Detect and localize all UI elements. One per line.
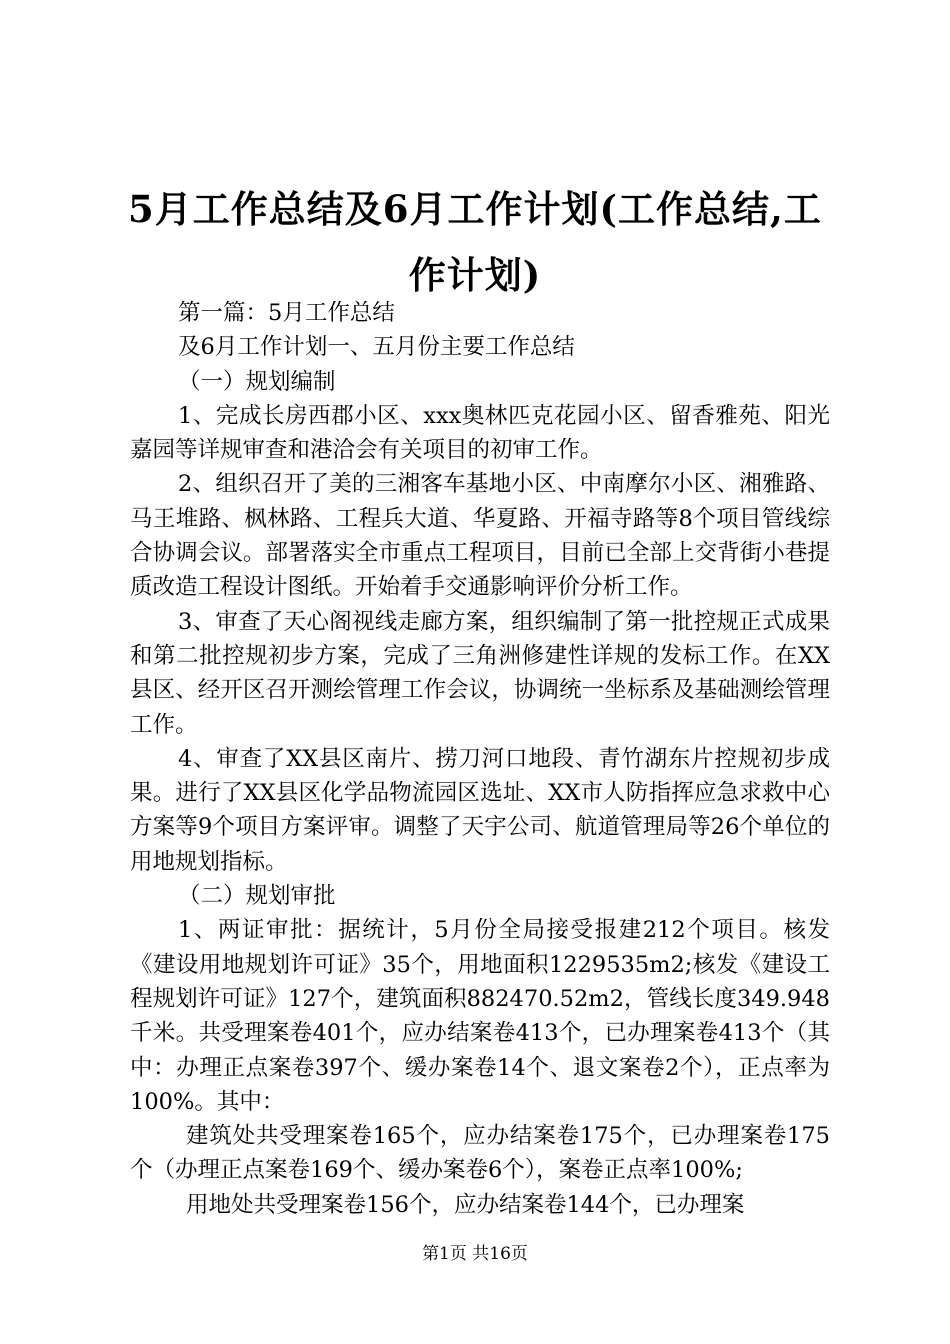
document-title: 5月工作总结及6月工作计划(工作总结,工作计划) <box>128 187 822 297</box>
page-footer: 第1页 共16页 <box>422 1244 528 1264</box>
body-paragraph: 建筑处共受理案卷165个，应办结案卷175个，已办理案卷175个（办理正点案卷169个、缓办案卷6个），案卷正点率100%; <box>130 1123 830 1184</box>
body-paragraph: 1、完成长房西郡小区、xxx奥林匹克花园小区、留香雅苑、阳光嘉园等详规审查和港洽会有关项目的初审工作。 <box>130 402 830 464</box>
subsection-heading: （一）规划编制 <box>178 368 336 395</box>
body-paragraph: 用地处共受理案卷156个，应办结案卷144个，已办理案 <box>186 1191 745 1218</box>
body-paragraph: 1、两证审批：据统计，5月份全局接受报建212个项目。核发《建设用地规划许可证》35个，用地面积1229535m2;核发《建设工程规划许可证》127个，建筑面积882470.52m2，管线长度349.948千米。共受理案卷401个，应办结案卷413个，已办理案卷413个（其中：办理正点案卷397个、缓办案卷14个、退文案卷2个），正点率为100%。其中： <box>130 917 830 1115</box>
body-paragraph: 4、审查了XX县区南片、捞刀河口地段、青竹湖东片控规初步成果。进行了XX县区化学品物流园区选址、XX市人防指挥应急求救中心方案等9个项目方案评审。调整了天宇公司、航道管理局等26个单位的用地规划指标。 <box>130 745 830 875</box>
subsection-heading: （二）规划审批 <box>178 883 336 910</box>
section-heading: 及6月工作计划一、五月份主要工作总结 <box>178 334 575 361</box>
section-heading: 第一篇：5月工作总结 <box>178 300 395 326</box>
body-paragraph: 2、组织召开了美的三湘客车基地小区、中南摩尔小区、湘雅路、马王堆路、枫林路、工程兵大道、华夏路、开福寺路等8个项目管线综合协调会议。部署落实全市重点工程项目，目前已全部上交背街小巷提质改造工程设计图纸。开始着手交通影响评价分析工作。 <box>130 471 830 601</box>
body-paragraph: 3、审查了天心阁视线走廊方案，组织编制了第一批控规正式成果和第二批控规初步方案，完成了三角洲修建性详规的发标工作。在XX县区、经开区召开测绘管理工作会议，协调统一坐标系及基础测绘管理工作。 <box>130 608 830 738</box>
document-body <box>130 296 830 1222</box>
